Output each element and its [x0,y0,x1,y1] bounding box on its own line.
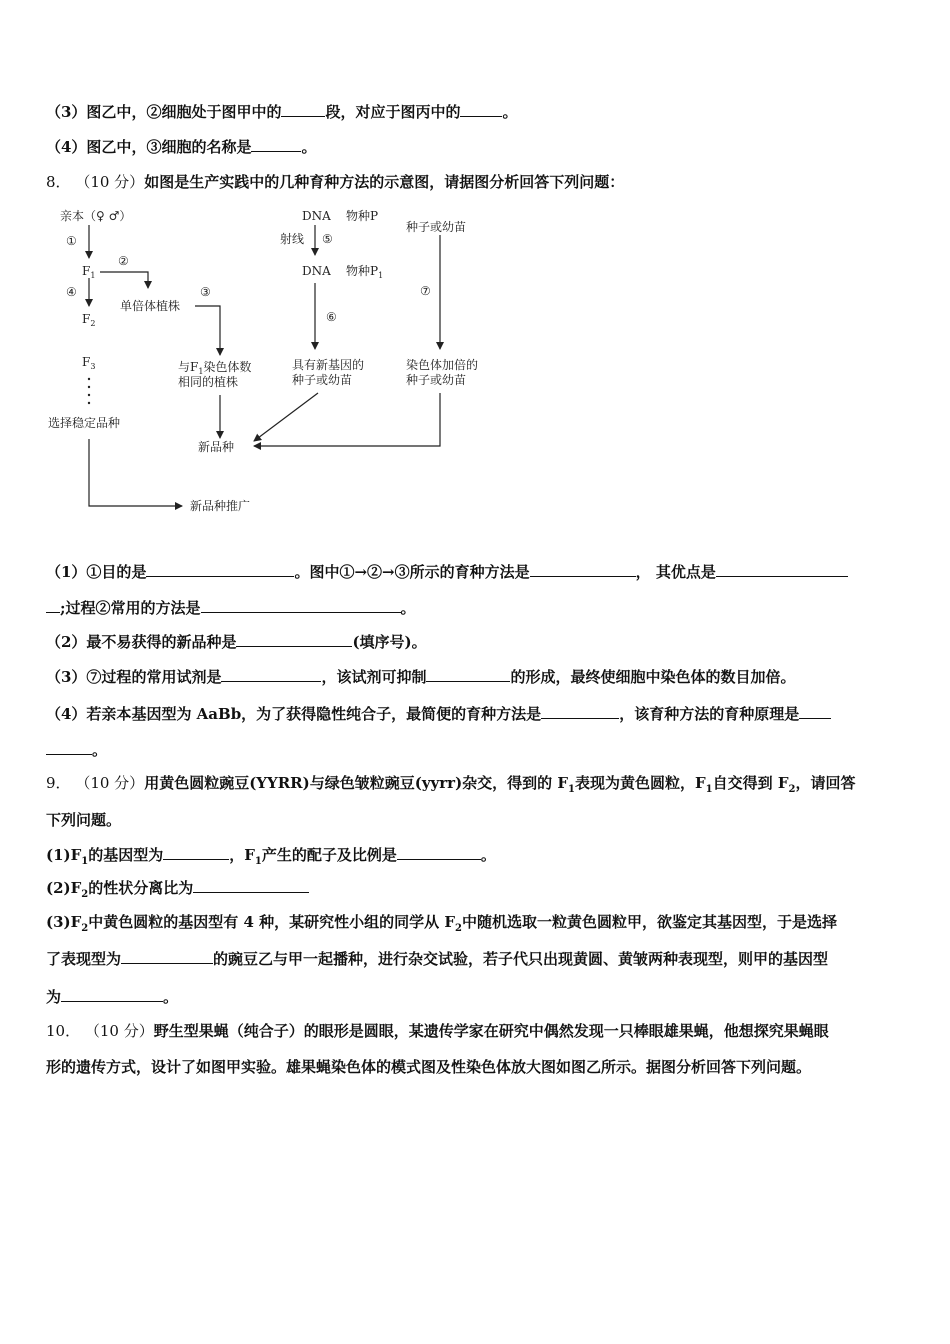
f3-label: $F_3$ [82,355,96,371]
promotion-label: 新品种推广 [190,499,251,513]
answer-blank[interactable] [46,740,92,755]
q8-part4-cont: 。 [46,740,107,760]
step-6: ⑥ [326,310,337,324]
species-p1-label: 物种$P_1$ [346,264,384,280]
continuation-dots [88,378,90,404]
answer-blank[interactable] [146,562,294,577]
answer-blank[interactable] [541,704,619,719]
answer-blank[interactable] [236,632,352,647]
doubled-label-1: 染色体加倍的 [406,358,479,372]
answer-blank[interactable] [799,704,831,719]
answer-blank[interactable] [281,102,325,117]
q7-part4: （4）图乙中，③细胞的名称是 。 [46,138,317,156]
doubled-label-2: 种子或幼苗 [406,373,467,387]
step-2: ② [118,254,129,268]
answer-blank[interactable] [61,987,163,1002]
select-stable-variety-label: 选择稳定品种 [48,416,121,430]
answer-blank[interactable] [716,562,848,577]
q9-stem: 9． （10 分）用黄色圆粒豌豆(YYRR)与绿色皱粒豌豆(yyrr)杂交，得到的 $F_1$表现为黄色圆粒，$F_1$自交得到 $F_2$，请回答 [46,774,856,795]
arrow-2 [100,272,148,288]
q9-part1: $(1)F_1$的基因型为 ，$F_1$产生的配子及比例是 。 [46,846,496,867]
f2-label: $F_2$ [82,312,96,328]
answer-blank[interactable] [121,949,213,964]
q10-stem: 10． （10 分）野生型果蝇（纯合子）的眼形是圆眼，某遗传学家在研究中偶然发现一只棒眼雄果蝇，他想探究果蝇眼 [46,1022,829,1040]
step-1: ① [66,234,77,248]
q8-part3: （3）⑦过程的常用试剂是 ，该试剂可抑制 的形成，最终使细胞中染色体的数目加倍。 [46,668,796,686]
answer-blank[interactable] [46,598,60,613]
q7-part3: （3）图乙中，②细胞处于图甲中的 段，对应于图丙中的 。 [46,103,518,121]
q9-part3: $(3)F_2$中黄色圆粒的基因型有 4 种，某研究性小组的同学从 $F_2$中随机选取一粒黄色圆粒甲，欲鉴定其基因型，于是选择 [46,913,837,934]
answer-blank[interactable] [251,137,301,152]
breeding-methods-diagram [40,203,510,518]
step-3: ③ [200,285,211,299]
answer-blank[interactable] [221,667,321,682]
species-p-label: 物种P [346,209,379,223]
q8-part1: （1）①目的是 。图中①→②→③所示的育种方法是 ， 其优点是 [46,562,848,582]
answer-blank[interactable] [163,845,229,860]
q8-part2: （2）最不易获得的新品种是 (填序号)。 [46,633,427,651]
haploid-plant-label: 单倍体植株 [120,299,181,313]
arrow-mutant-to-new-variety [254,393,318,441]
new-gene-label-1: 具有新基因的 [292,358,365,372]
q8-part4: （4）若亲本基因型为 AaBb，为了获得隐性纯合子，最简便的育种方法是 ，该育种方法的育种原理是 [46,704,831,724]
same-chromosome-label-1: 与$F_1$染色体数 [178,360,252,376]
new-variety-label: 新品种 [198,440,235,454]
step-4: ④ [66,285,77,299]
q9-part3-cont2: 为 。 [46,988,179,1006]
dna-mid-label: DNA [302,264,331,278]
f1-label: $F_1$ [82,264,96,280]
same-chromosome-label-2: 相同的植株 [178,375,239,389]
parent-label: 亲本（♀ ♂） [60,209,132,223]
seed-seedling-label: 种子或幼苗 [406,220,467,234]
q10-stem-cont: 形的遗传方式，设计了如图甲实验。雄果蝇染色体的模式图及性染色体放大图如图乙所示。据图分析回答下列问题。 [46,1058,812,1076]
answer-blank[interactable] [193,878,309,893]
q8-part1-cont: ;过程②常用的方法是 。 [46,598,416,618]
q8-stem: 8． （10 分）如图是生产实践中的几种育种方法的示意图，请据图分析回答下列问题： [46,173,625,191]
step-7: ⑦ [420,284,431,298]
answer-blank[interactable] [530,562,636,577]
q9-stem-cont: 下列问题。 [46,811,122,829]
arrow-3 [195,306,220,355]
answer-blank[interactable] [460,102,502,117]
answer-blank[interactable] [426,667,510,682]
radiation-label: 射线 [280,232,305,246]
step-5: ⑤ [322,232,333,246]
answer-blank[interactable] [397,845,481,860]
arrow-to-promotion [89,439,182,506]
dna-top-label: DNA [302,209,331,223]
q9-part2: $(2)F_2$的性状分离比为 [46,878,309,898]
q9-part3-cont: 了表现型为 的豌豆乙与甲一起播种，进行杂交试验，若子代只出现黄圆、黄皱两种表现型，则甲的基因型 [46,950,829,968]
answer-blank[interactable] [201,598,401,613]
new-gene-label-2: 种子或幼苗 [292,373,353,387]
